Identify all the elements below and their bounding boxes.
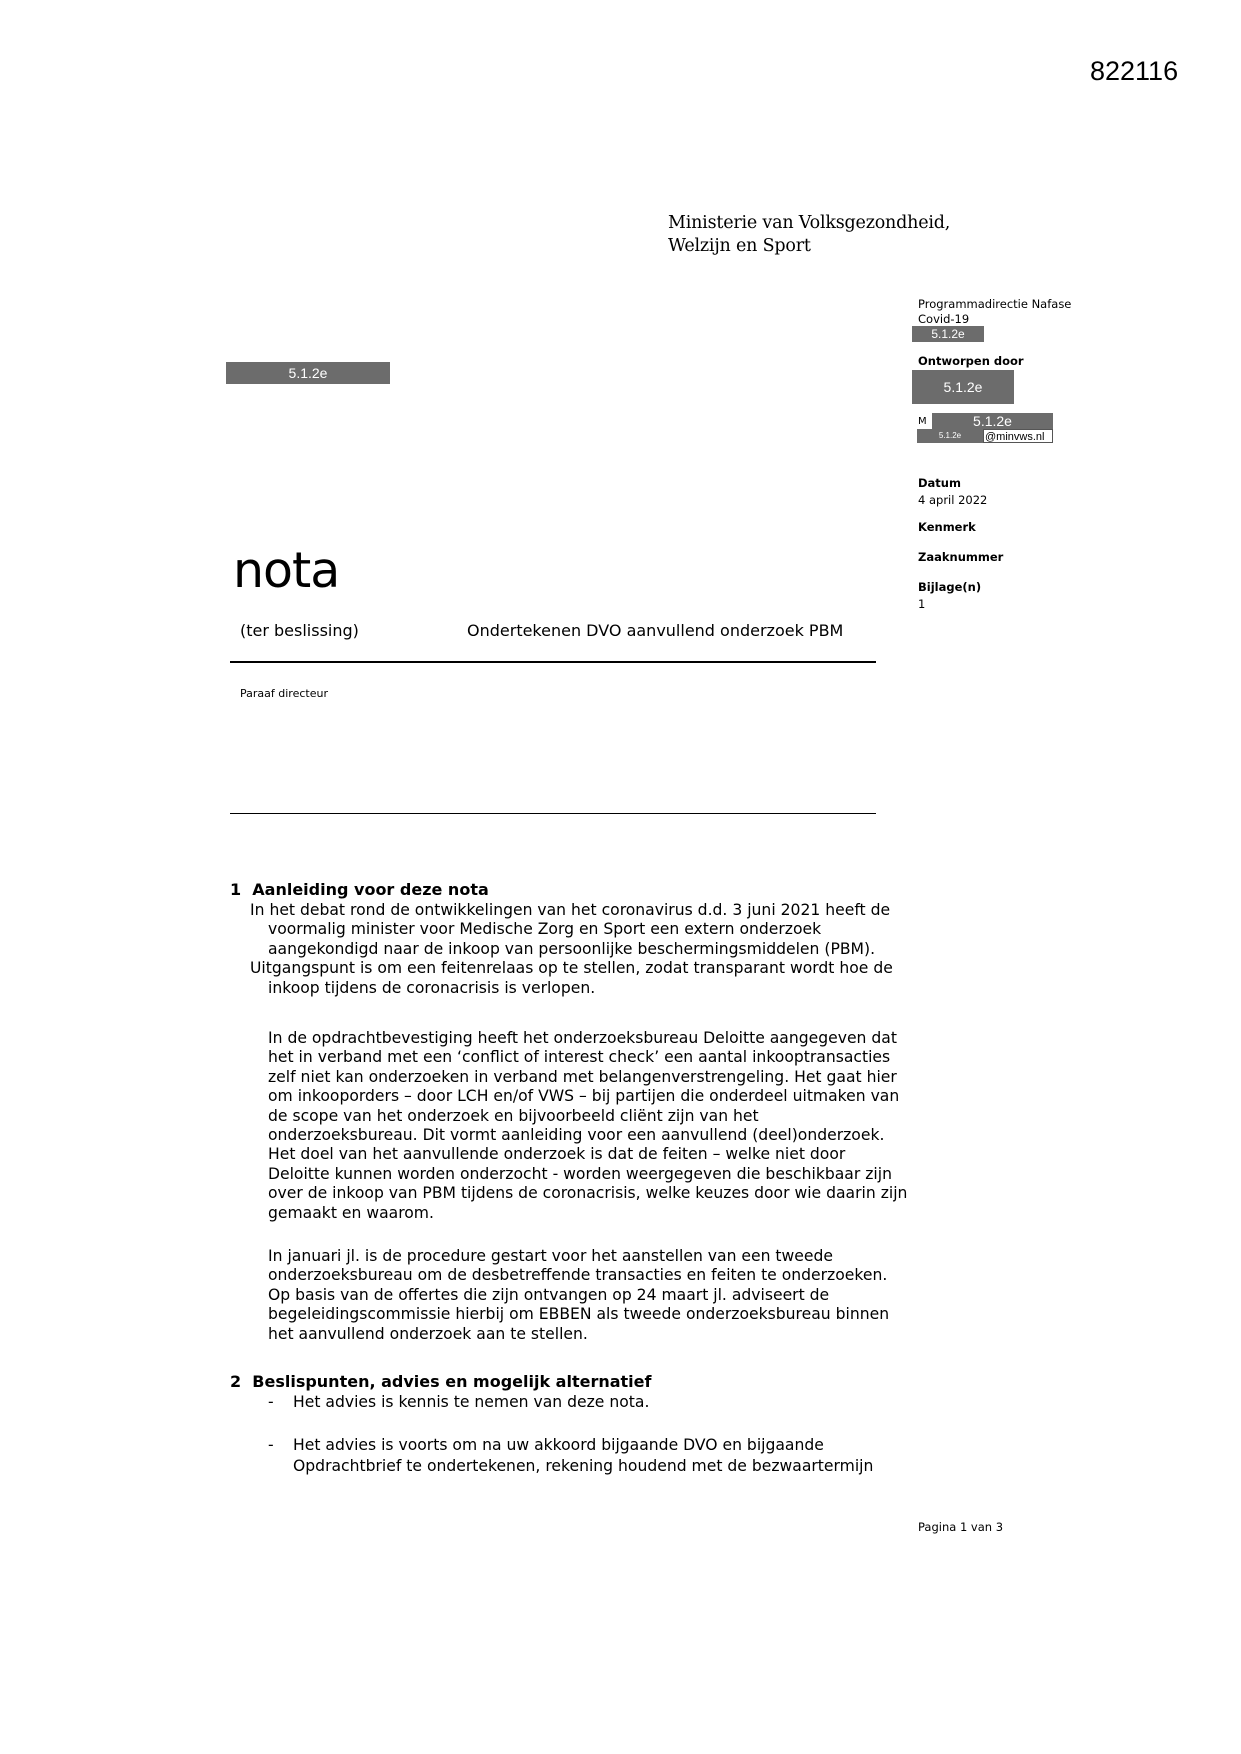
paraaf-label: Paraaf directeur [240,687,328,700]
redaction-addressee: 5.1.2e [226,362,390,384]
redaction-author: 5.1.2e [912,370,1014,404]
paraaf-rule [230,813,876,814]
redaction-mobile: 5.1.2e [932,413,1053,429]
redaction-department: 5.1.2e [912,326,984,342]
kenmerk-label: Kenmerk [918,520,976,534]
subtitle-left: (ter beslissing) [240,621,359,640]
page-footer: Pagina 1 van 3 [918,1520,1004,1534]
ministry-line-2: Welzijn en Sport [668,236,811,256]
bijlage-label: Bijlage(n) [918,580,982,594]
title-rule [230,661,876,663]
bullet-2: Het advies is voorts om na uw akkoord bijgaande DVO en bijgaande Opdrachtbrief te ondertekenen, rekening houdend met de bezwaartermijn [293,1436,874,1475]
bijlage-value: 1 [918,597,926,611]
section-2-heading: 2 Beslispunten, advies en mogelijk alternatief [230,1372,652,1391]
paragraph: In het debat rond de ontwikkelingen van het coronavirus d.d. 3 juni 2021 heeft de voormalig minister voor Medische Zorg en Sport een extern onderzoek aangekondigd naar de inkoop van persoonlijke beschermingsmiddelen (PBM). [250,901,891,958]
section-1-paragraph-4: In januari jl. is de procedure gestart voor het aanstellen van een tweede onderzoeksbureau om de desbetreffende transacties en feiten te onderzoeken. Op basis van de offertes die zijn ontvangen op 24 maart jl. adviseert de begeleidingscommissie hierbij om EBBEN als tweede onderzoeksbureau binnen het aanvullend onderzoek aan te stellen. [268,1247,890,1343]
datum-label: Datum [918,476,961,490]
bijlage-block [918,580,981,612]
department-line-2: Covid-19 [918,312,970,326]
paragraph: Uitgangspunt is om een feitenrelaas op te stellen, zodat transparant wordt hoe de inkoop tijdens de coronacrisis is verlopen. [250,959,893,997]
document-title: nota [233,542,340,599]
section-1-paragraph-3: In de opdrachtbevestiging heeft het onderzoeksbureau Deloitte aangegeven dat het in verband met een ‘conflict of interest check’ een aantal inkooptransacties zelf niet kan onderzoeken in verband met belangenverstrengeling. Het gaat hier om inkooporders – door LCH en/of VWS – bij partijen die onderdeel uitmaken van de scope van het onderzoek en bijvoorbeeld cliënt zijn van het onderzoeksbureau. Dit vormt aanleiding voor een aanvullend (deel)onderzoek. Het doel van het aanvullende onderzoek is dat de feiten – welke niet door Deloitte kunnen worden onderzocht - worden weergegeven die beschikbaar zijn over de inkoop van PBM tijdens de coronacrisis, welke keuzes door wie daarin zijn gemaakt en waarom. [268,1029,908,1222]
department-line-1: Programmadirectie Nafase [918,297,1072,311]
document-number: 822116 [1090,56,1179,86]
bullet-1: Het advies is kennis te nemen van deze nota. [293,1393,650,1411]
datum-value: 4 april 2022 [918,493,988,507]
sidebar-department [918,297,1118,327]
redaction-email-user: 5.1.2e [917,429,983,443]
mobile-prefix: M [918,416,927,427]
ministry-name [668,212,950,258]
ministry-line-1: Ministerie van Volksgezondheid, [668,213,951,233]
zaaknummer-label: Zaaknummer [918,550,1004,564]
bullet-dash: - [268,1393,274,1411]
email-domain: @minvws.nl [983,429,1053,443]
bullet-dash: - [268,1436,274,1454]
section-1-intro [250,901,910,998]
datum-block [918,476,987,508]
ontworpen-label: Ontworpen door [918,354,1024,368]
section-1-heading: 1 Aanleiding voor deze nota [230,880,489,899]
subtitle-right: Ondertekenen DVO aanvullend onderzoek PBM [467,621,844,640]
